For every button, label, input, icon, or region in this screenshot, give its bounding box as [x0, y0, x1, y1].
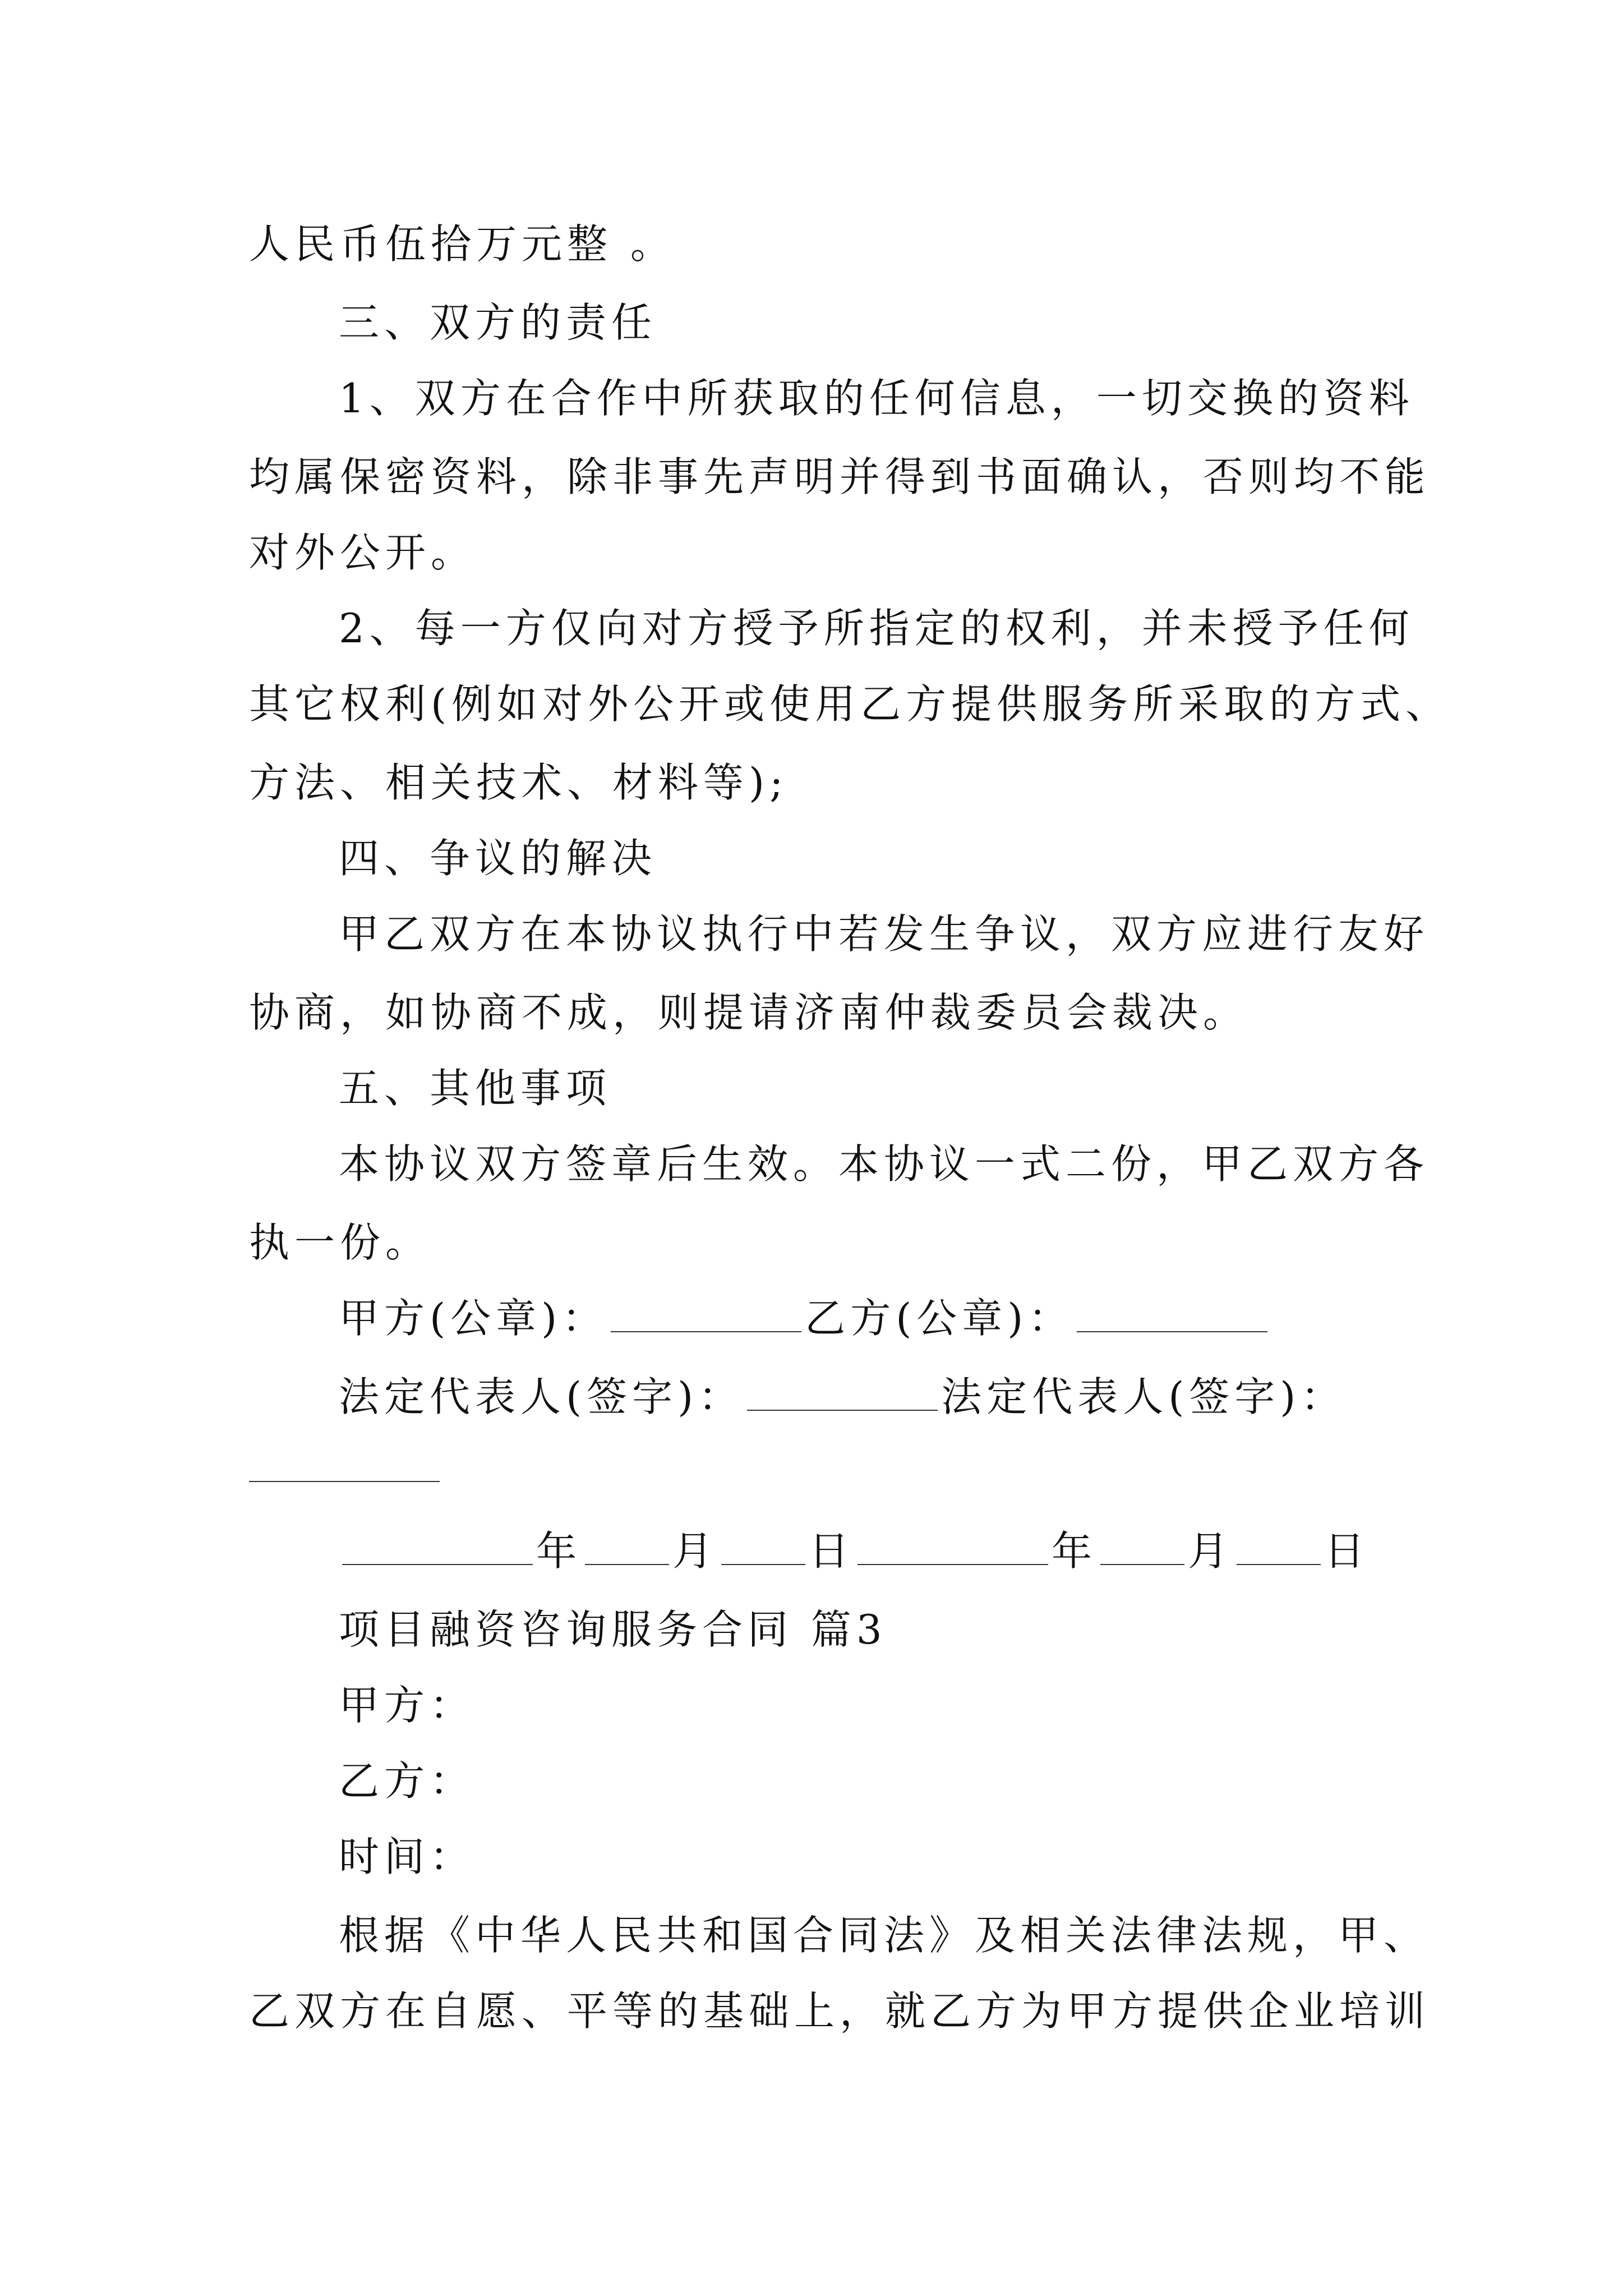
party-a-rep-blank[interactable] — [747, 1370, 938, 1411]
party-b-month-blank[interactable] — [1100, 1525, 1184, 1565]
text-line: 2、每一方仅向对方授予所指定的权利，并未授予任何 — [339, 605, 1414, 652]
text-line: 根据《中华人民共和国合同法》及相关法律法规，甲、 — [339, 1912, 1430, 1959]
month-label: 月 — [1188, 1527, 1234, 1575]
text-line: 其它权利(例如对外公开或使用乙方提供服务所采取的方式、 — [249, 680, 1451, 728]
party-a-day-blank[interactable] — [721, 1525, 805, 1565]
day-label: 日 — [809, 1527, 855, 1575]
party-a-seal-label: 甲方(公章)： — [339, 1295, 608, 1342]
party-a-month-blank[interactable] — [585, 1525, 669, 1565]
party-a-rep-label: 法定代表人(签字)： — [339, 1373, 744, 1420]
seal-line — [339, 1290, 1271, 1346]
party-b-label: 乙方： — [339, 1757, 476, 1805]
party-b-day-blank[interactable] — [1237, 1525, 1321, 1565]
party-a-year-blank[interactable] — [342, 1525, 533, 1565]
year-label: 年 — [1052, 1527, 1098, 1575]
party-a-label: 甲方： — [339, 1682, 476, 1729]
section-heading-responsibilities: 三、双方的责任 — [339, 299, 657, 346]
text-line: 人民币伍拾万元整 。 — [249, 220, 676, 268]
text-line: 执一份。 — [249, 1219, 431, 1266]
year-label: 年 — [536, 1527, 582, 1575]
section-heading-dispute: 四、争议的解决 — [339, 835, 657, 882]
text-line: 方法、相关技术、材料等); — [249, 759, 789, 806]
text-line: 1、双方在合作中所获取的任何信息，一切交换的资料 — [339, 375, 1414, 422]
month-label: 月 — [672, 1527, 718, 1575]
contract-section-title: 项目融资咨询服务合同 篇3 — [339, 1606, 887, 1653]
party-b-year-blank[interactable] — [857, 1525, 1048, 1565]
text-line: 乙双方在自愿、平等的基础上，就乙方为甲方提供企业培训 — [249, 1987, 1431, 2035]
time-label: 时间： — [339, 1833, 476, 1880]
text-line: 均属保密资料，除非事先声明并得到书面确认，否则均不能 — [249, 453, 1431, 500]
representative-line — [339, 1369, 1346, 1425]
text-line: 对外公开。 — [249, 529, 477, 576]
day-label: 日 — [1324, 1527, 1370, 1575]
party-a-seal-blank[interactable] — [611, 1292, 801, 1332]
party-b-seal-blank[interactable] — [1077, 1292, 1267, 1332]
text-line: 协商，如协商不成，则提请济南仲裁委员会裁决。 — [249, 989, 1249, 1036]
text-line: 本协议双方签章后生效。本协议一式二份，甲乙双方各 — [339, 1140, 1430, 1188]
text-line: 甲乙双方在本协议执行中若发生争议，双方应进行友好 — [339, 910, 1430, 958]
section-heading-other: 五、其他事项 — [339, 1065, 612, 1112]
party-b-rep-blank[interactable] — [249, 1481, 440, 1482]
date-line — [339, 1523, 1370, 1579]
party-b-rep-label: 法定代表人(签字)： — [941, 1373, 1347, 1420]
party-b-seal-label: 乙方(公章)： — [805, 1295, 1074, 1342]
